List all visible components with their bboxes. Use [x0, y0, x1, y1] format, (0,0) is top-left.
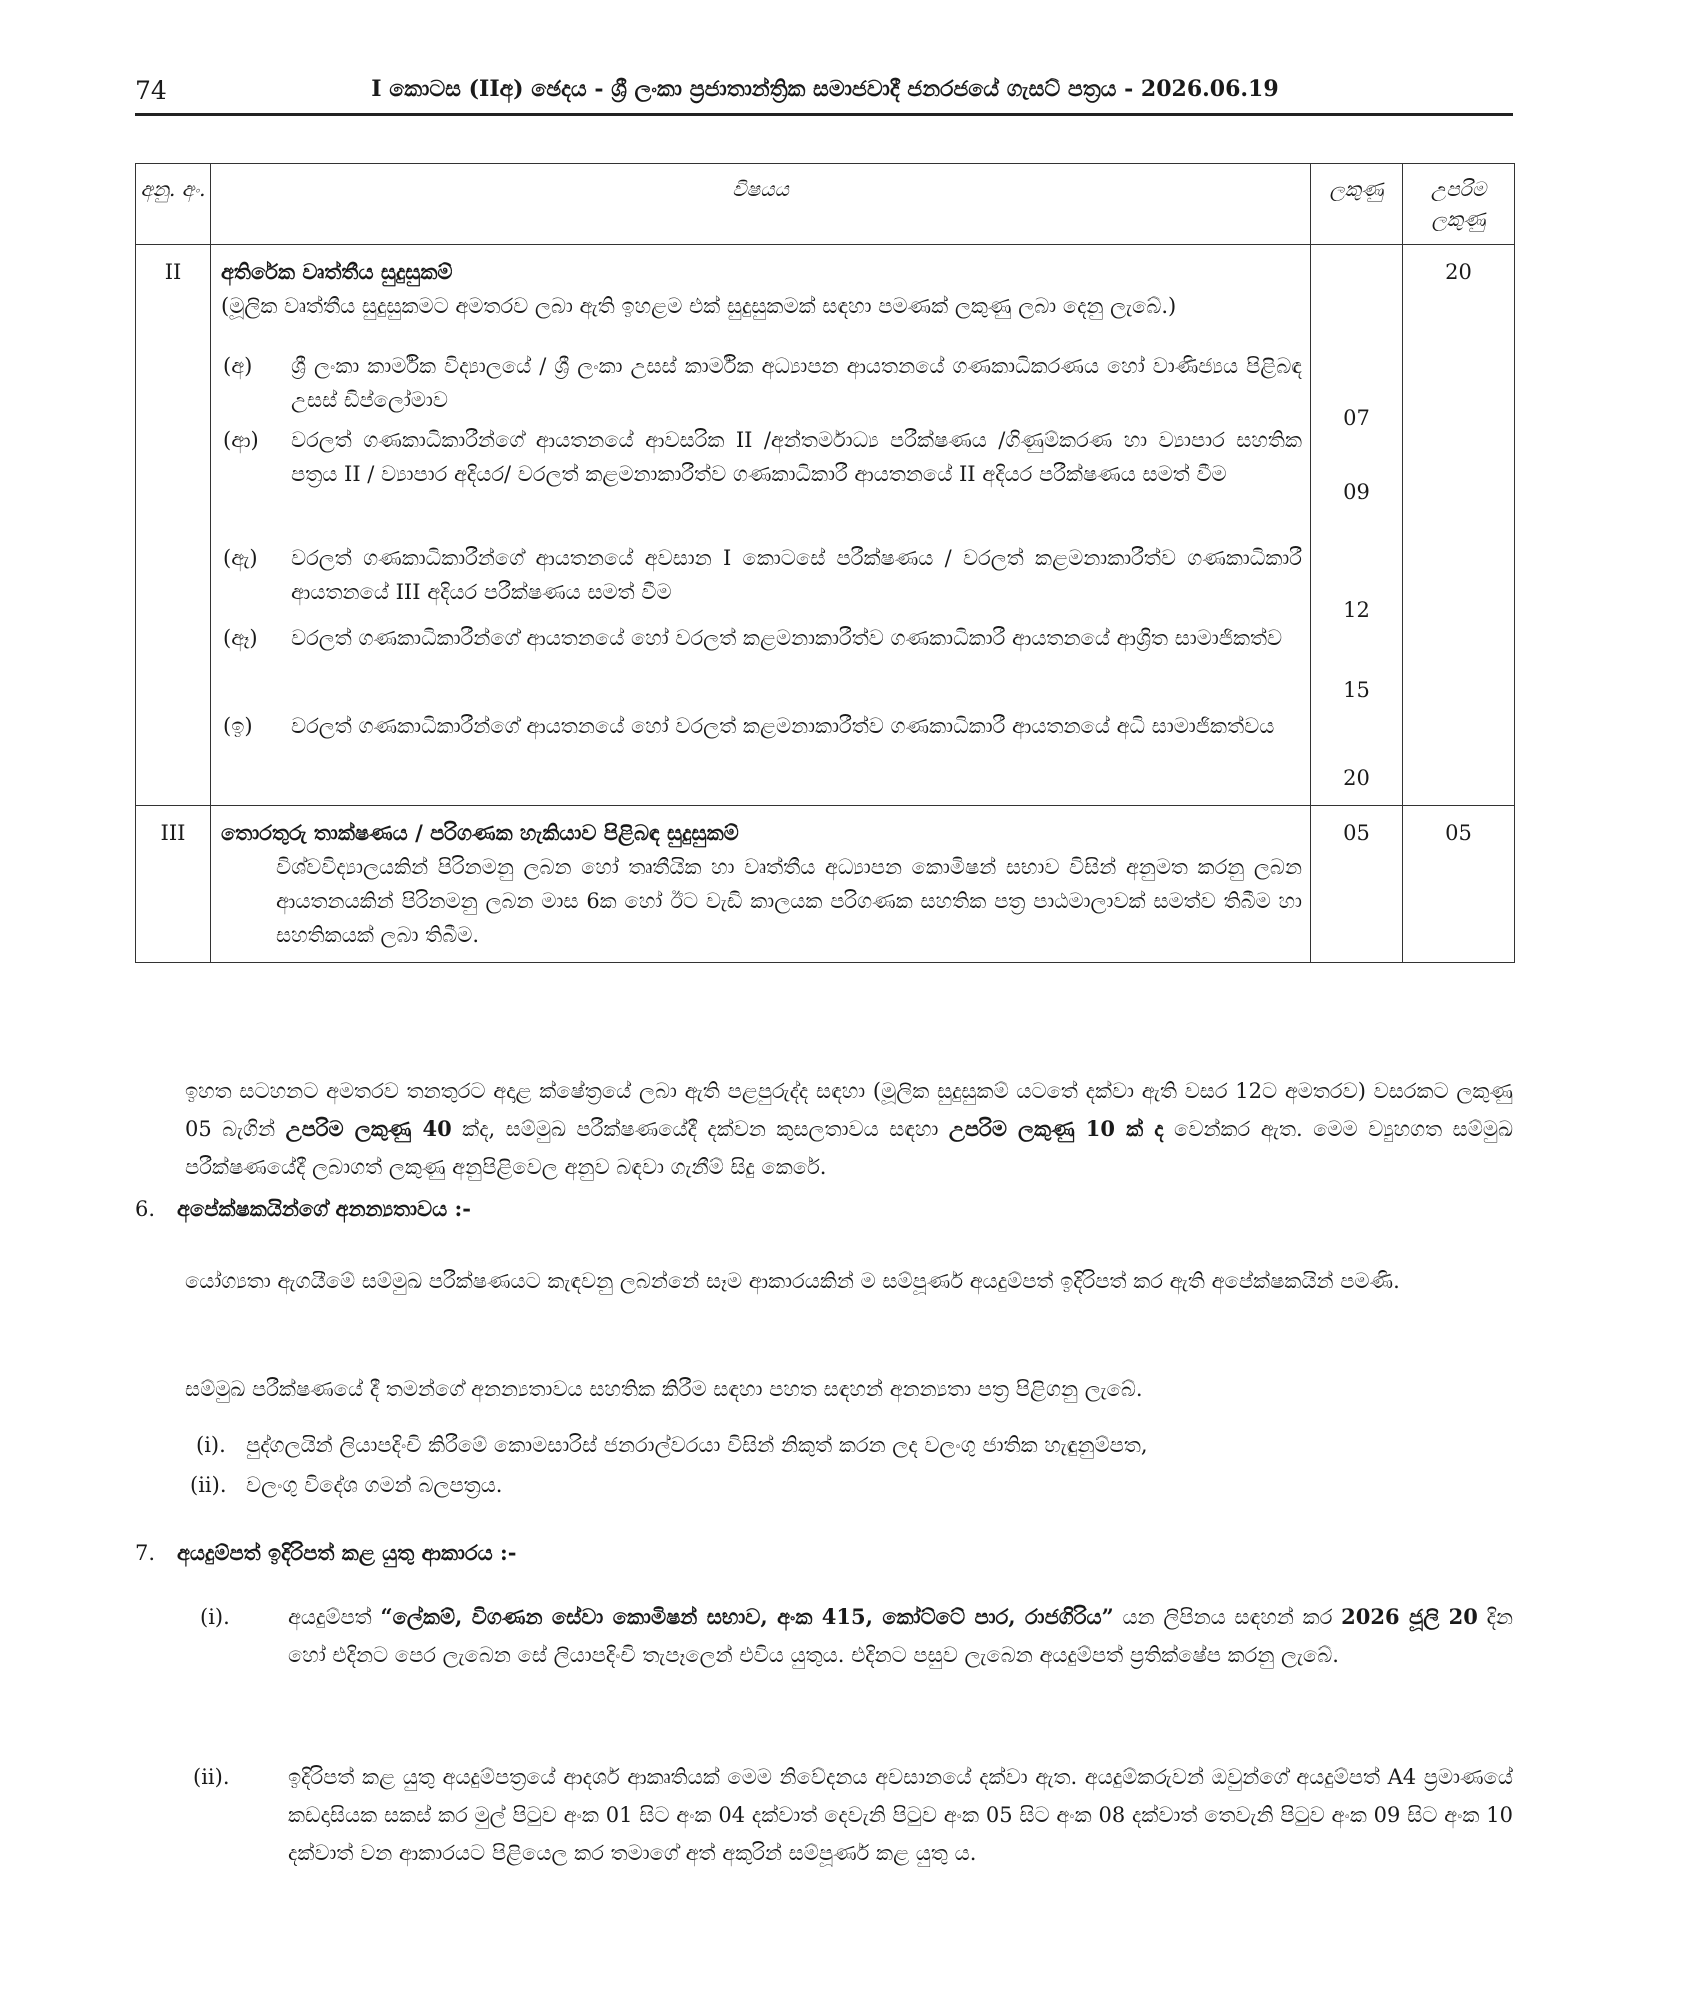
- bold-run: 2026 ජූලි 20: [1341, 1604, 1478, 1629]
- list-item: [221, 709, 1302, 777]
- section-6-paragraph-2: සම්මුඛ පරීක්ෂණයේ දී තමන්ගේ අනන්‍යතාවය සහතික කිරීම සඳහා පහත සඳහන් අනන්‍යතා පත්‍ර පිළිගනු ලැබේ.: [185, 1377, 1143, 1401]
- item-text: වරලත් ගණකාධිකාරීන්ගේ ආයතනයේ ආවසරික II /අන්තර්මාධ්‍ය පරීක්ෂණය /ගිණුම්කරණ හා ව්‍යාපාර සහතික පත්‍රය II / ව්‍යාපාර අදියර/ වරලත් කළමනාකාරීත්ව ගණකාධිකාරී ආයතනයේ II අදියර පරීක්ෂණය සමත් වීම: [291, 428, 1302, 486]
- item-marks: 09: [1343, 480, 1370, 504]
- section-6-paragraph-1: යෝග්‍යතා ඇගයීමේ සම්මුඛ පරීක්ෂණයට කැඳවනු ලබන්නේ සෑම ආකාරයකින් ම සම්පූර්ණ අයදුම්පත් ඉදිරිපත් කර ඇති අපේක්ෂකයින් පමණි.: [185, 1269, 1400, 1293]
- header-rule: [135, 113, 1513, 116]
- row-subject: [211, 806, 1311, 963]
- section-title: අයදුම්පත් ඉදිරිපත් කළ යුතු ආකාරය :-: [177, 1540, 517, 1565]
- item-marks: 12: [1343, 598, 1370, 622]
- item-text: වරලත් ගණකාධිකාරීන්ගේ ආයතනයේ අවසාන I කොටසේ පරීක්ෂණය / වරලත් කළමනාකාරීත්ව ගණකාධිකාරී ආයතනයේ III අදියර පරීක්ෂණය සමත් වීම: [291, 546, 1302, 604]
- text-run: යන ලිපිනය සඳහන් කර: [1113, 1605, 1342, 1629]
- header-no: අනු. අං.: [136, 164, 211, 245]
- item-text: වරලත් ගණකාධිකාරීන්ගේ ආයතනයේ හෝ වරලත් කළමනාකාරීත්ව ගණකාධිකාරී ආයතනයේ ආශ්‍රිත සාමාජිකත්ව: [291, 626, 1283, 650]
- item-label: (ii).: [193, 1765, 230, 1789]
- section-number: 7.: [135, 1541, 156, 1565]
- row-marks: [1311, 245, 1403, 806]
- bold-run: උපරිම ලකුණු 40: [285, 1116, 452, 1141]
- list-item: [221, 541, 1302, 615]
- section-title: අපේක්ෂකයින්ගේ අනන්‍යතාවය :-: [177, 1196, 471, 1221]
- text-run: දින හෝ එදිනට පෙර ලැබෙන සේ ලියාපදිංචි තැපෑලෙන් එවිය යුතුය. එදිනට පසුව ලැබෙන අයදුම්පත් ප්‍රතික්ෂේප කරනු ලැබේ.: [288, 1605, 1513, 1667]
- header-marks: ලකුණු: [1311, 164, 1403, 245]
- row-title: තොරතුරු තාක්ෂණය / පරිගණක හැකියාව පිළිබඳ සුදුසුකම්: [221, 820, 739, 845]
- item-label: (ii).: [190, 1473, 227, 1497]
- marks-table: [135, 163, 1515, 963]
- item-marks: 07: [1343, 406, 1370, 430]
- list-item: [196, 1426, 1506, 1464]
- item-marks: 20: [1343, 766, 1370, 790]
- item-label: (ඉ): [223, 714, 253, 738]
- list-item: [221, 349, 1302, 417]
- item-label: (i).: [200, 1605, 230, 1629]
- row-subject: [211, 245, 1311, 806]
- list-item: [193, 1758, 1513, 1872]
- item-label: (අ): [223, 354, 253, 378]
- item-label: (ඈ): [223, 626, 258, 650]
- table-row: [136, 806, 1515, 963]
- list-item: [200, 1598, 1513, 1674]
- text-run: අයදුම්පත්: [288, 1605, 381, 1629]
- page-number: 74: [135, 76, 167, 105]
- row-marks: 05: [1311, 806, 1403, 963]
- row-number: II: [136, 245, 211, 806]
- row-max-marks: 20: [1403, 245, 1515, 806]
- list-item: [221, 423, 1302, 535]
- experience-paragraph: [185, 1072, 1513, 1186]
- item-text: වලංගු විදේශ ගමන් බලපත්‍රය.: [246, 1473, 503, 1497]
- text-run: ක්ද, සම්මුඛ පරීක්ෂණයේදී දක්වන කුසලතාවය සඳහා: [451, 1117, 949, 1141]
- section-7-heading: [135, 1540, 517, 1566]
- row-text: විශ්වවිද්‍යාලයකින් පිරිනමනු ලබන හෝ තෘතීයික හා වෘත්තීය අධ්‍යාපන කොමිෂන් සභාව විසින් අනුමත කරනු ලබන ආයතනයකින් පිරිනමනු ලබන මාස 6ක හෝ ඊට වැඩි කාලයක පරිගණක සහතික පත්‍ර පාඨමාලාවක් සමත්ව තිබීම හා සහතිකයක් ලබා තිබීම.: [276, 855, 1302, 947]
- text-run: ඉහත සටහනට අමතරව තනතුරට අදාළ ක්ෂේත්‍රයේ ලබා ඇති පළපුරුද්ද සඳහා (මූලික සුදුසුකම් යටතේ දක්වා ඇති වසර 12ට අමතරව) වසරකට ලකුණු 05 බැගින්: [185, 1079, 1513, 1141]
- text-run: වෙන්කර ඇත. මෙම ව්‍යුහගත සම්මුඛ පරීක්ෂණයේදී ලබාගත් ලකුණු අනුපිළිවෙල අනුව බඳවා ගැනීම් සිදු කෙරේ.: [185, 1117, 1513, 1179]
- row-max-marks: 05: [1403, 806, 1515, 963]
- row-title: අතිරේක වෘත්තීය සුදුසුකම්: [221, 259, 453, 284]
- item-text: ශ්‍රී ලංකා කාර්මික විද්‍යාලයේ / ශ්‍රී ලංකා උසස් කාර්මික අධ්‍යාපන ආයතනයේ ගණකාධිකරණය හෝ වාණිජ්‍යය පිළිබඳ උසස් ඩිප්ලෝමාව: [291, 354, 1302, 412]
- item-marks: 15: [1343, 678, 1370, 702]
- row-note: (මූලික වෘත්තීය සුදුසුකමට අමතරව ලබා ඇති ඉහළම එක් සුදුසුකමක් සඳහා පමණක් ලකුණු ලබා දෙනු ලැබේ.): [221, 294, 1177, 318]
- header-max-marks: උපරිම ලකුණු: [1403, 164, 1515, 245]
- list-item: [221, 621, 1302, 703]
- page-header-title: I කොටස (IIඅ) ඡෙදය - ශ්‍රී ලංකා ප්‍රජාතාන්ත්‍රික සමාජවාදී ජනරජයේ ගැසට් පත්‍රය - 2026.06.19: [371, 76, 1279, 102]
- item-label: (i).: [196, 1433, 226, 1457]
- item-label: (ඇ): [223, 546, 258, 570]
- section-6-heading: [135, 1196, 471, 1222]
- item-label: (ආ): [223, 428, 259, 452]
- bold-run: උපරිම ලකුණු 10 ක් ද: [948, 1116, 1164, 1141]
- header-subject: විෂයය: [211, 164, 1311, 245]
- table-header-row: [136, 164, 1515, 245]
- bold-run: “ලේකම්, විගණන සේවා කොමිෂන් සභාව, අංක 415, කෝට්ටේ පාර, රාජගිරිය”: [380, 1604, 1114, 1629]
- item-text: [288, 1598, 1513, 1674]
- table-row: [136, 245, 1515, 806]
- item-text: පුද්ගලයින් ලියාපදිංචි කිරීමේ කොමසාරිස් ජනරාල්වරයා විසින් නිකුත් කරන ලද වලංගු ජාතික හැඳුනුම්පත,: [246, 1433, 1148, 1457]
- item-text: වරලත් ගණකාධිකාරීන්ගේ ආයතනයේ හෝ වරලත් කළමනාකාරීත්ව ගණකාධිකාරී ආයතනයේ අධි සාමාජිකත්වය: [291, 714, 1275, 738]
- row-number: III: [136, 806, 211, 963]
- section-number: 6.: [135, 1197, 156, 1221]
- list-item: [190, 1466, 1500, 1504]
- item-text: ඉදිරිපත් කළ යුතු අයදුම්පත්‍රයේ ආදර්ශ ආකෘතියක් මෙම නිවේදනය අවසානයේ දක්වා ඇත. අයදුම්කරුවන් ඔවුන්ගේ අයදුම්පත් A4 ප්‍රමාණයේ කඩදාසියක සකස් කර මුල් පිටුව අංක 01 සිට අංක 04 දක්වාත් දෙවැනි පිටුව අංක 05 සිට අංක 08 දක්වාත් තෙවැනි පිටුව අංක 09 සිට අංක 10 දක්වාත් වන ආකාරයට පිළියෙල කර තමාගේ අත් අකුරින් සම්පූර්ණ කළ යුතු ය.: [288, 1765, 1513, 1865]
